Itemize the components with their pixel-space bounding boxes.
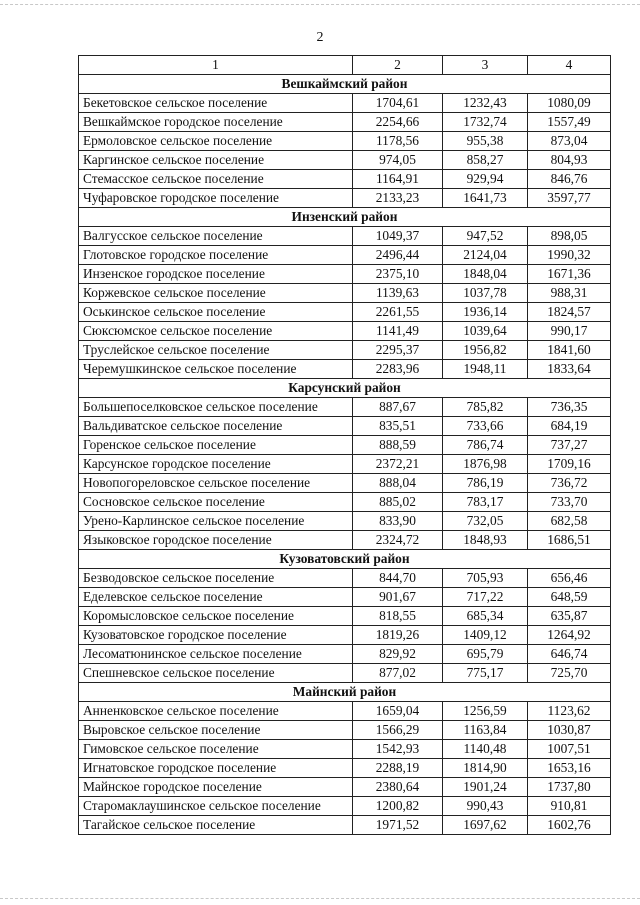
settlement-name-cell: Ермоловское сельское поселение — [79, 132, 353, 151]
value-col3-cell: 990,43 — [443, 797, 528, 816]
table-row — [79, 759, 611, 778]
table-row — [79, 626, 611, 645]
table-row — [79, 778, 611, 797]
value-col3-cell: 1641,73 — [443, 189, 528, 208]
value-col4-cell: 873,04 — [528, 132, 611, 151]
table-row — [79, 132, 611, 151]
settlement-name-cell: Урено-Карлинское сельское поселение — [79, 512, 353, 531]
value-col3-cell: 1876,98 — [443, 455, 528, 474]
page-bottom-edge — [0, 898, 640, 899]
settlement-name-cell: Инзенское городское поселение — [79, 265, 353, 284]
value-col3-cell: 929,94 — [443, 170, 528, 189]
settlement-name-cell: Валгусское сельское поселение — [79, 227, 353, 246]
value-col4-cell: 3597,77 — [528, 189, 611, 208]
table-row — [79, 493, 611, 512]
value-col2-cell: 2375,10 — [353, 265, 443, 284]
settlement-name-cell: Кузоватовское городское поселение — [79, 626, 353, 645]
value-col3-cell: 785,82 — [443, 398, 528, 417]
settlement-name-cell: Тагайское сельское поселение — [79, 816, 353, 835]
table-row — [79, 455, 611, 474]
table-row — [79, 816, 611, 835]
value-col3-cell: 858,27 — [443, 151, 528, 170]
table-row — [79, 740, 611, 759]
section-header-row — [79, 550, 611, 569]
value-col2-cell: 1141,49 — [353, 322, 443, 341]
value-col4-cell: 635,87 — [528, 607, 611, 626]
value-col2-cell: 2295,37 — [353, 341, 443, 360]
value-col2-cell: 2133,23 — [353, 189, 443, 208]
table-row — [79, 151, 611, 170]
value-col4-cell: 736,72 — [528, 474, 611, 493]
value-col3-cell: 786,19 — [443, 474, 528, 493]
value-col2-cell: 877,02 — [353, 664, 443, 683]
settlement-name-cell: Анненковское сельское поселение — [79, 702, 353, 721]
value-col3-cell: 705,93 — [443, 569, 528, 588]
settlement-name-cell: Коржевское сельское поселение — [79, 284, 353, 303]
value-col2-cell: 1704,61 — [353, 94, 443, 113]
value-col4-cell: 910,81 — [528, 797, 611, 816]
value-col2-cell: 888,04 — [353, 474, 443, 493]
table-row — [79, 417, 611, 436]
value-col4-cell: 898,05 — [528, 227, 611, 246]
value-col4-cell: 1737,80 — [528, 778, 611, 797]
settlement-name-cell: Горенское сельское поселение — [79, 436, 353, 455]
settlement-name-cell: Выровское сельское поселение — [79, 721, 353, 740]
table-row — [79, 531, 611, 550]
value-col2-cell: 901,67 — [353, 588, 443, 607]
value-col3-cell: 955,38 — [443, 132, 528, 151]
value-col3-cell: 1848,04 — [443, 265, 528, 284]
data-table — [78, 55, 611, 835]
value-col3-cell: 1948,11 — [443, 360, 528, 379]
value-col4-cell: 1123,62 — [528, 702, 611, 721]
value-col2-cell: 2254,66 — [353, 113, 443, 132]
settlement-name-cell: Сосновское сельское поселение — [79, 493, 353, 512]
column-header-2: 2 — [353, 56, 443, 75]
value-col4-cell: 725,70 — [528, 664, 611, 683]
value-col2-cell: 833,90 — [353, 512, 443, 531]
value-col3-cell: 1232,43 — [443, 94, 528, 113]
section-header-row — [79, 75, 611, 94]
table-row — [79, 512, 611, 531]
value-col3-cell: 947,52 — [443, 227, 528, 246]
value-col2-cell: 1659,04 — [353, 702, 443, 721]
district-title: Вешкаймский район — [79, 75, 611, 94]
value-col3-cell: 1956,82 — [443, 341, 528, 360]
value-col4-cell: 656,46 — [528, 569, 611, 588]
table-row — [79, 246, 611, 265]
table-row — [79, 265, 611, 284]
value-col2-cell: 887,67 — [353, 398, 443, 417]
value-col2-cell: 1178,56 — [353, 132, 443, 151]
table-row — [79, 588, 611, 607]
district-title: Кузоватовский район — [79, 550, 611, 569]
value-col4-cell: 737,27 — [528, 436, 611, 455]
value-col4-cell: 646,74 — [528, 645, 611, 664]
value-col2-cell: 974,05 — [353, 151, 443, 170]
table-row — [79, 322, 611, 341]
value-col4-cell: 1824,57 — [528, 303, 611, 322]
district-title: Карсунский район — [79, 379, 611, 398]
settlement-name-cell: Вешкаймское городское поселение — [79, 113, 353, 132]
value-col3-cell: 695,79 — [443, 645, 528, 664]
value-col2-cell: 1200,82 — [353, 797, 443, 816]
table-row — [79, 721, 611, 740]
value-col4-cell: 733,70 — [528, 493, 611, 512]
value-col4-cell: 648,59 — [528, 588, 611, 607]
table-row — [79, 569, 611, 588]
value-col3-cell: 1039,64 — [443, 322, 528, 341]
settlement-name-cell: Стемасское сельское поселение — [79, 170, 353, 189]
value-col3-cell: 732,05 — [443, 512, 528, 531]
table-row — [79, 360, 611, 379]
table-row — [79, 284, 611, 303]
value-col3-cell: 1163,84 — [443, 721, 528, 740]
value-col2-cell: 844,70 — [353, 569, 443, 588]
value-col2-cell: 2372,21 — [353, 455, 443, 474]
value-col2-cell: 2261,55 — [353, 303, 443, 322]
value-col4-cell: 1671,36 — [528, 265, 611, 284]
settlement-name-cell: Большепоселковское сельское поселение — [79, 398, 353, 417]
value-col3-cell: 1697,62 — [443, 816, 528, 835]
table-body — [79, 75, 611, 835]
table-row — [79, 113, 611, 132]
value-col3-cell: 1409,12 — [443, 626, 528, 645]
value-col2-cell: 1139,63 — [353, 284, 443, 303]
value-col4-cell: 1841,60 — [528, 341, 611, 360]
table-row — [79, 341, 611, 360]
settlement-name-cell: Лесоматюнинское сельское поселение — [79, 645, 353, 664]
value-col3-cell: 1037,78 — [443, 284, 528, 303]
settlement-name-cell: Черемушкинское сельское поселение — [79, 360, 353, 379]
table-row — [79, 303, 611, 322]
value-col2-cell: 888,59 — [353, 436, 443, 455]
value-col2-cell: 1566,29 — [353, 721, 443, 740]
table-row — [79, 664, 611, 683]
district-title: Инзенский район — [79, 208, 611, 227]
value-col3-cell: 786,74 — [443, 436, 528, 455]
value-col2-cell: 1971,52 — [353, 816, 443, 835]
value-col2-cell: 1819,26 — [353, 626, 443, 645]
page-top-edge — [0, 4, 640, 5]
value-col3-cell: 717,22 — [443, 588, 528, 607]
value-col4-cell: 1833,64 — [528, 360, 611, 379]
value-col4-cell: 1686,51 — [528, 531, 611, 550]
value-col2-cell: 835,51 — [353, 417, 443, 436]
value-col2-cell: 2496,44 — [353, 246, 443, 265]
settlement-name-cell: Карсунское городское поселение — [79, 455, 353, 474]
settlement-name-cell: Языковское городское поселение — [79, 531, 353, 550]
table-row — [79, 227, 611, 246]
column-header-1: 1 — [79, 56, 353, 75]
settlement-name-cell: Вальдиватское сельское поселение — [79, 417, 353, 436]
table-row — [79, 189, 611, 208]
settlement-name-cell: Новопогореловское сельское поселение — [79, 474, 353, 493]
settlement-name-cell: Каргинское сельское поселение — [79, 151, 353, 170]
value-col4-cell: 1557,49 — [528, 113, 611, 132]
settlement-name-cell: Бекетовское сельское поселение — [79, 94, 353, 113]
section-header-row — [79, 208, 611, 227]
table-row — [79, 702, 611, 721]
value-col3-cell: 1140,48 — [443, 740, 528, 759]
settlement-name-cell: Оськинское сельское поселение — [79, 303, 353, 322]
value-col2-cell: 818,55 — [353, 607, 443, 626]
page-number: 2 — [316, 30, 324, 45]
table-row — [79, 436, 611, 455]
value-col2-cell: 829,92 — [353, 645, 443, 664]
value-col2-cell: 1049,37 — [353, 227, 443, 246]
header-row — [79, 56, 611, 75]
settlement-name-cell: Майнское городское поселение — [79, 778, 353, 797]
value-col4-cell: 1709,16 — [528, 455, 611, 474]
value-col4-cell: 846,76 — [528, 170, 611, 189]
table-row — [79, 94, 611, 113]
value-col3-cell: 775,17 — [443, 664, 528, 683]
settlement-name-cell: Гимовское сельское поселение — [79, 740, 353, 759]
value-col2-cell: 1542,93 — [353, 740, 443, 759]
section-header-row — [79, 379, 611, 398]
value-col4-cell: 990,17 — [528, 322, 611, 341]
value-col4-cell: 804,93 — [528, 151, 611, 170]
district-title: Майнский район — [79, 683, 611, 702]
table-row — [79, 797, 611, 816]
table-row — [79, 607, 611, 626]
value-col4-cell: 684,19 — [528, 417, 611, 436]
value-col3-cell: 1814,90 — [443, 759, 528, 778]
value-col2-cell: 2288,19 — [353, 759, 443, 778]
value-col3-cell: 685,34 — [443, 607, 528, 626]
value-col3-cell: 1936,14 — [443, 303, 528, 322]
value-col4-cell: 1080,09 — [528, 94, 611, 113]
value-col4-cell: 1602,76 — [528, 816, 611, 835]
value-col2-cell: 2324,72 — [353, 531, 443, 550]
table-row — [79, 398, 611, 417]
settlement-name-cell: Старомаклаушинское сельское поселение — [79, 797, 353, 816]
settlement-name-cell: Коромысловское сельское поселение — [79, 607, 353, 626]
value-col2-cell: 2283,96 — [353, 360, 443, 379]
value-col3-cell: 783,17 — [443, 493, 528, 512]
value-col3-cell: 1901,24 — [443, 778, 528, 797]
settlement-name-cell: Чуфаровское городское поселение — [79, 189, 353, 208]
value-col3-cell: 2124,04 — [443, 246, 528, 265]
value-col3-cell: 1732,74 — [443, 113, 528, 132]
value-col2-cell: 2380,64 — [353, 778, 443, 797]
settlement-name-cell: Труслейское сельское поселение — [79, 341, 353, 360]
table-row — [79, 474, 611, 493]
settlement-name-cell: Сюксюмское сельское поселение — [79, 322, 353, 341]
settlement-name-cell: Еделевское сельское поселение — [79, 588, 353, 607]
value-col4-cell: 682,58 — [528, 512, 611, 531]
value-col4-cell: 1990,32 — [528, 246, 611, 265]
column-header-3: 3 — [443, 56, 528, 75]
value-col4-cell: 1653,16 — [528, 759, 611, 778]
value-col3-cell: 1848,93 — [443, 531, 528, 550]
value-col4-cell: 1007,51 — [528, 740, 611, 759]
settlement-name-cell: Спешневское сельское поселение — [79, 664, 353, 683]
value-col4-cell: 1264,92 — [528, 626, 611, 645]
value-col4-cell: 736,35 — [528, 398, 611, 417]
settlement-name-cell: Глотовское городское поселение — [79, 246, 353, 265]
column-header-4: 4 — [528, 56, 611, 75]
settlement-name-cell: Безводовское сельское поселение — [79, 569, 353, 588]
value-col4-cell: 1030,87 — [528, 721, 611, 740]
value-col2-cell: 1164,91 — [353, 170, 443, 189]
value-col3-cell: 733,66 — [443, 417, 528, 436]
settlement-name-cell: Игнатовское городское поселение — [79, 759, 353, 778]
value-col3-cell: 1256,59 — [443, 702, 528, 721]
table-row — [79, 645, 611, 664]
section-header-row — [79, 683, 611, 702]
table-row — [79, 170, 611, 189]
value-col4-cell: 988,31 — [528, 284, 611, 303]
value-col2-cell: 885,02 — [353, 493, 443, 512]
